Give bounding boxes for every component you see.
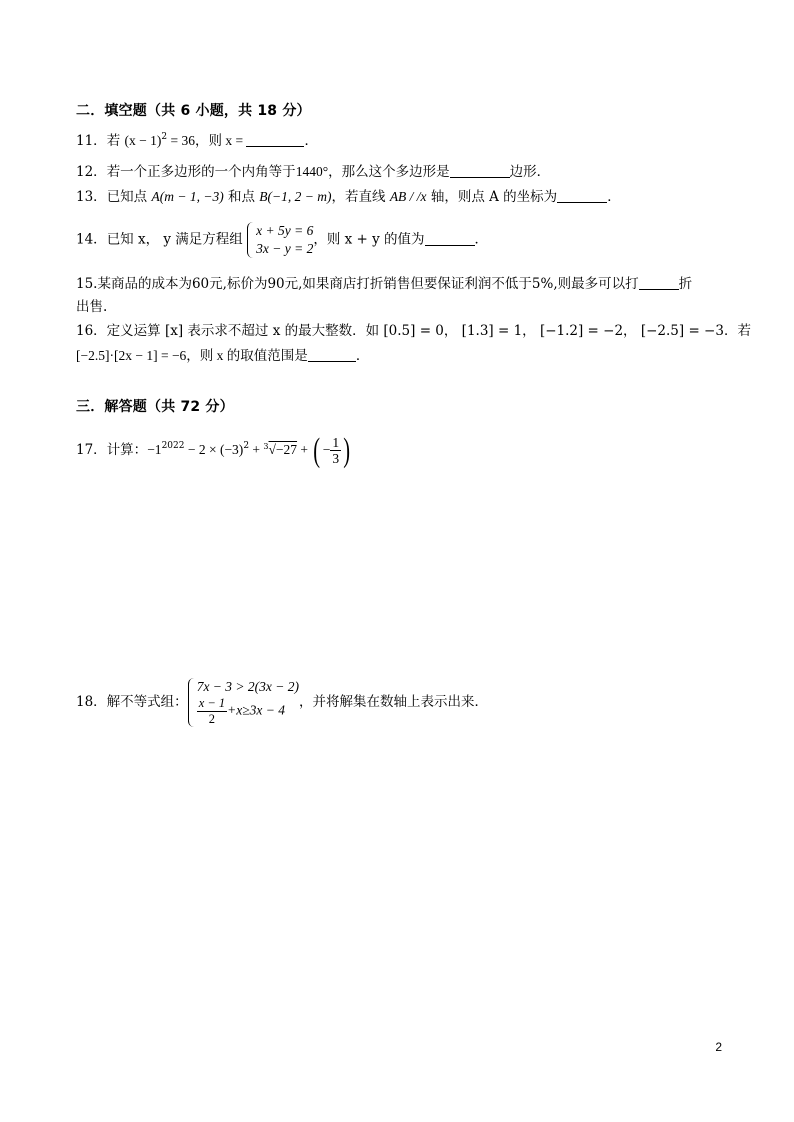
q15-answer-blank[interactable]	[639, 275, 679, 290]
q13-and: 和点	[223, 189, 260, 205]
q13-point-a: A(m − 1, −3)	[151, 189, 224, 204]
q12-pre: 若一个正多边形的一个内角等于	[106, 164, 296, 180]
q17-part4: +	[297, 442, 312, 457]
q13-post: 轴，则点 A 的坐标为	[426, 189, 558, 205]
question-11	[76, 131, 318, 151]
q11-pre: 若	[106, 133, 121, 149]
q17-frac-numerator: 1	[332, 435, 340, 450]
q12-number: 12．	[76, 164, 107, 180]
q15-text: 15.某商品的成本为60元,标价为90元,如果商店打折销售但要保证利润不低于5%,则最多可以打	[76, 276, 639, 292]
question-16-line-2	[76, 346, 369, 366]
q11-end: ．	[304, 133, 318, 149]
q17-part3: +	[249, 442, 264, 457]
question-12	[76, 162, 550, 182]
q12-end: 边形．	[509, 164, 551, 180]
q17-pre: 计算：	[106, 442, 148, 458]
q18-number: 18．	[76, 694, 107, 710]
q17-part1: −1	[147, 442, 162, 457]
q18-frac-denominator: 2	[208, 711, 216, 726]
q13-line: AB / /x	[389, 189, 427, 204]
q14-equation-system	[247, 222, 313, 258]
section-3-title: 三．解答题（共 72 分）	[76, 399, 234, 415]
q13-pre: 已知点	[106, 189, 152, 205]
q12-answer-blank[interactable]	[450, 163, 510, 178]
q11-number: 11．	[76, 133, 107, 149]
q16-end: ．	[355, 348, 370, 364]
q13-number: 13．	[76, 189, 107, 205]
q14-eq1: x + 5y = 6	[256, 223, 314, 238]
q17-frac-sign: −	[322, 442, 331, 457]
q18-frac-numerator: x − 1	[198, 695, 226, 710]
q17-radicand: √−27	[268, 442, 298, 457]
question-18	[76, 672, 488, 732]
q14-pre: 已知 x， y 满足方程组	[106, 231, 243, 248]
q11-exponent: 2	[161, 132, 168, 142]
q15-text-end: 折	[678, 276, 693, 292]
q17-number: 17．	[76, 442, 107, 458]
left-paren: (	[313, 431, 321, 469]
q14-post: ，则 x + y 的值为	[313, 231, 425, 248]
q17-frac-denominator: 3	[332, 451, 340, 466]
q14-eq2: 3x − y = 2	[256, 241, 314, 256]
q17-exp2: 2	[243, 441, 250, 451]
question-16-line-1: 16．定义运算 [x] 表示求不超过 x 的最大整数．如 [0.5] = 0， [1.3] = 1， [−1.2] = −2， [−2.5] = −3．若	[76, 323, 751, 339]
q13-mid: ，若直线	[331, 189, 390, 205]
q13-point-b: B(−1, 2 − m)	[259, 189, 332, 204]
q16-text: [−2.5]·[2x − 1] = −6，则 x 的取值范围是	[76, 348, 308, 363]
q18-fraction	[197, 696, 227, 727]
q18-ineq1: 7x − 3 > 2(3x − 2)	[196, 678, 299, 694]
question-13	[76, 187, 621, 207]
q13-end: ．	[607, 189, 621, 205]
q16-answer-blank[interactable]	[308, 347, 356, 362]
q18-ineq2-rest: +x≥3x − 4	[227, 702, 286, 718]
q14-answer-blank[interactable]	[425, 231, 475, 246]
q17-root-index: 3	[263, 442, 269, 451]
q18-inequality-system	[188, 678, 299, 727]
q14-number: 14．	[76, 231, 107, 248]
right-paren: )	[343, 431, 351, 469]
question-15-line-2: 出售.	[76, 299, 108, 315]
q17-part2: − 2 × (−3)	[184, 442, 244, 457]
question-17	[76, 430, 352, 470]
question-15-line-1	[76, 274, 692, 294]
q14-end: ．	[474, 231, 489, 248]
q18-ineq2	[197, 696, 299, 727]
left-brace	[247, 222, 255, 258]
q18-pre: 解不等式组：	[106, 694, 188, 710]
q18-post: ，并将解集在数轴上表示出来．	[299, 694, 488, 710]
q12-angle: 1440°	[295, 164, 329, 179]
q13-answer-blank[interactable]	[557, 188, 607, 203]
q12-mid: ，那么这个多边形是	[328, 164, 450, 180]
q17-exp1: 2022	[161, 441, 185, 451]
q17-fraction	[330, 435, 341, 466]
page-number: 2	[715, 1040, 722, 1054]
q11-eq: = 36，则 x =	[167, 133, 247, 148]
q11-expr: (x − 1)	[124, 133, 162, 148]
question-14	[76, 222, 488, 258]
section-2-title: 二．填空题（共 6 小题，共 18 分）	[76, 103, 311, 119]
q11-answer-blank[interactable]	[246, 132, 304, 147]
left-brace	[188, 678, 196, 727]
